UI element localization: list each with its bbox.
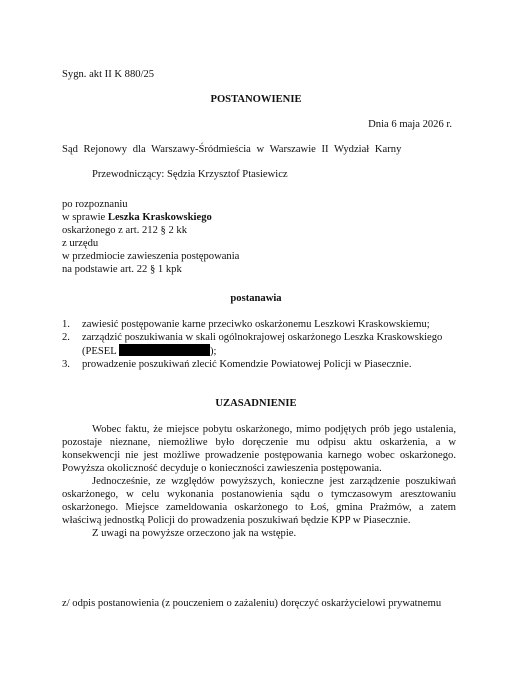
preamble-case-prefix: w sprawie — [62, 212, 108, 223]
item-text: zarządzić poszukiwania w skali ogólnokrajowej oskarżonego Leszka Kraskowskiego — [82, 332, 443, 343]
item-text: prowadzenie poszukiwań zlecić Komendzie Powiatowej Policji w Piasecznie. — [82, 359, 412, 370]
item-number: 1. — [62, 319, 70, 330]
document-date: Dnia 6 maja 2026 r. — [368, 119, 452, 130]
decision-item — [62, 358, 462, 371]
pesel-redaction — [119, 344, 210, 356]
preamble-line: oskarżonego z art. 212 § 2 kk — [62, 225, 188, 236]
preamble-line: na podstawie art. 22 § 1 kpk — [62, 264, 182, 275]
footer-note: z/ odpis postanowienia (z pouczeniem o zażaleniu) doręczyć oskarżycielowi prywatnemu — [62, 598, 442, 609]
court-name: Sąd Rejonowy dla Warszawy-Śródmieścia w Warszawie II Wydział Karny — [62, 144, 402, 155]
case-signature: Sygn. akt II K 880/25 — [62, 69, 155, 80]
justification-paragraph: Wobec faktu, że miejsce pobytu oskarżonego, mimo podjętych prób jego ustalenia, pozostaje nieznane, niemożliwe było doręczenie mu odpisu aktu oskarżenia, a w konsekwencji nie jest możliwe prowadzenie postępowania karnego wobec oskarżonego. Powyższa okoliczność decyduje o konieczności zawieszenia postępowania. — [62, 424, 456, 474]
pesel-prefix: (PESEL — [82, 346, 119, 357]
decision-item — [62, 318, 462, 331]
preamble-line: po rozpoznaniu — [62, 199, 128, 210]
justification-heading: UZASADNIENIE — [215, 398, 297, 409]
decision-heading: postanawia — [230, 293, 282, 304]
preamble-case-line — [62, 211, 212, 224]
justification-paragraph: Z uwagi na powyższe orzeczono jak na wstępie. — [92, 528, 297, 539]
decision-list — [62, 318, 462, 371]
decision-item — [62, 331, 462, 358]
document-title: POSTANOWIENIE — [210, 94, 302, 105]
preamble-line: z urzędu — [62, 238, 99, 249]
presiding-judge: Przewodniczący: Sędzia Krzysztof Ptasiewicz — [92, 169, 288, 180]
defendant-name: Leszka Kraskowskiego — [107, 212, 212, 223]
pesel-suffix: ); — [209, 346, 217, 357]
preamble-line: w przedmiocie zawieszenia postępowania — [62, 251, 240, 262]
item-number: 2. — [62, 332, 70, 343]
item-text: zawiesić postępowanie karne przeciwko oskarżonemu Leszkowi Kraskowskiemu; — [82, 319, 430, 330]
justification-paragraph: Jednocześnie, ze względów powyższych, konieczne jest zarządzenie poszukiwań oskarżonego, w celu wykonania postanowienia sądu o tymczasowym aresztowaniu oskarżonego. Miejsce zameldowania oskarżonego to Łoś, gmina Prażmów, a zatem właściwą jednostką Policji do prowadzenia poszukiwań będzie KPP w Piasecznie. — [62, 476, 456, 526]
item-number: 3. — [62, 359, 70, 370]
